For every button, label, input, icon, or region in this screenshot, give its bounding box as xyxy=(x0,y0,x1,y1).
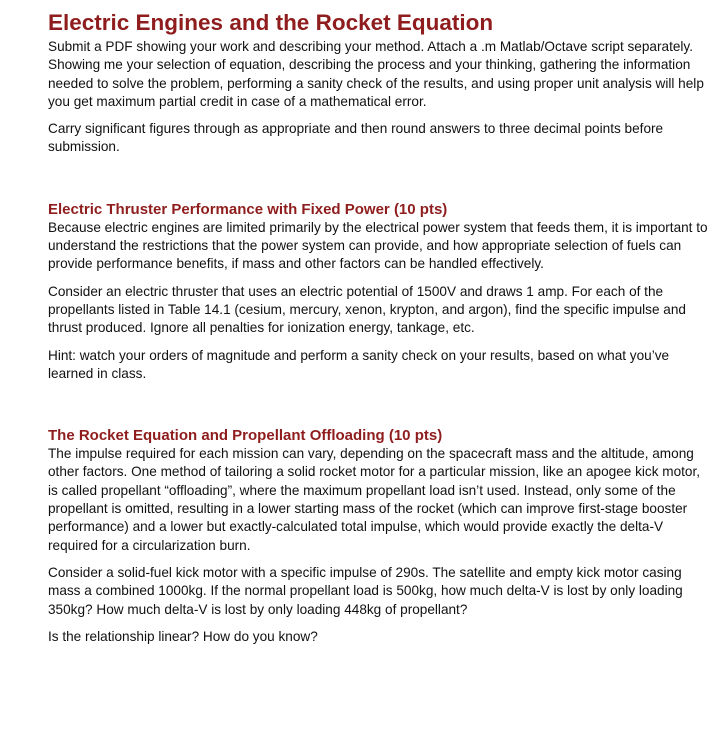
intro-paragraph-2: Carry significant figures through as appropriate and then round answers to three decimal points before submission. xyxy=(48,121,664,155)
section1-paragraph-2: Consider an electric thruster that uses an electric potential of 1500V and draws 1 amp. For each of the propellants listed in Table 14.1 (cesium, mercury, xenon, krypton, and argon), find the specific impulse and thrust produced. Ignore all penalties for ionization energy, tankage, etc. xyxy=(48,283,686,336)
section-electric-thruster xyxy=(48,200,708,383)
section1-paragraph-1: Because electric engines are limited primarily by the electrical power system that feeds them, it is important to understand the restrictions that the power system can provide, and how appropriate selection of fuels can provide performance benefits, if mass and other factors can be handled effectively. xyxy=(48,219,708,272)
section-rocket-equation xyxy=(48,426,708,646)
section1-paragraph-3: Hint: watch your orders of magnitude and perform a sanity check on your results, based on what you’ve learned in class. xyxy=(48,347,670,381)
document-page xyxy=(48,8,708,646)
page-title: Electric Engines and the Rocket Equation xyxy=(48,10,494,35)
intro-paragraph-1: Submit a PDF showing your work and describing your method. Attach a .m Matlab/Octave script separately. Showing me your selection of equation, describing the process and your thinking, gathering the information needed to solve the problem, performing a sanity check of the results, and using proper unit analysis will help you get maximum partial credit in case of a mathematical error. xyxy=(48,39,704,109)
section-heading-rocket-equation: The Rocket Equation and Propellant Offloading (10 pts) xyxy=(48,427,443,445)
section2-paragraph-2: Consider a solid-fuel kick motor with a specific impulse of 290s. The satellite and empty kick motor casing mass a combined 1000kg. If the normal propellant load is 500kg, how much delta-V is lost by only loading 350kg? How much delta-V is lost by only loading 448kg of propellant? xyxy=(48,564,683,617)
section2-paragraph-1: The impulse required for each mission can vary, depending on the spacecraft mass and the altitude, among other factors. One method of tailoring a solid rocket motor for a particular mission, like an apogee kick motor, is called propellant “offloading”, where the maximum propellant load isn’t used. Instead, only some of the propellant is omitted, resulting in a lower starting mass of the rocket (which can improve first-stage booster performance) and a lower but exactly-calculated total impulse, which would provide exactly the delta-V required for a circularization burn. xyxy=(48,446,701,553)
section-heading-electric-thruster: Electric Thruster Performance with Fixed Power (10 pts) xyxy=(48,200,448,218)
section2-paragraph-3: Is the relationship linear? How do you know? xyxy=(48,628,318,644)
